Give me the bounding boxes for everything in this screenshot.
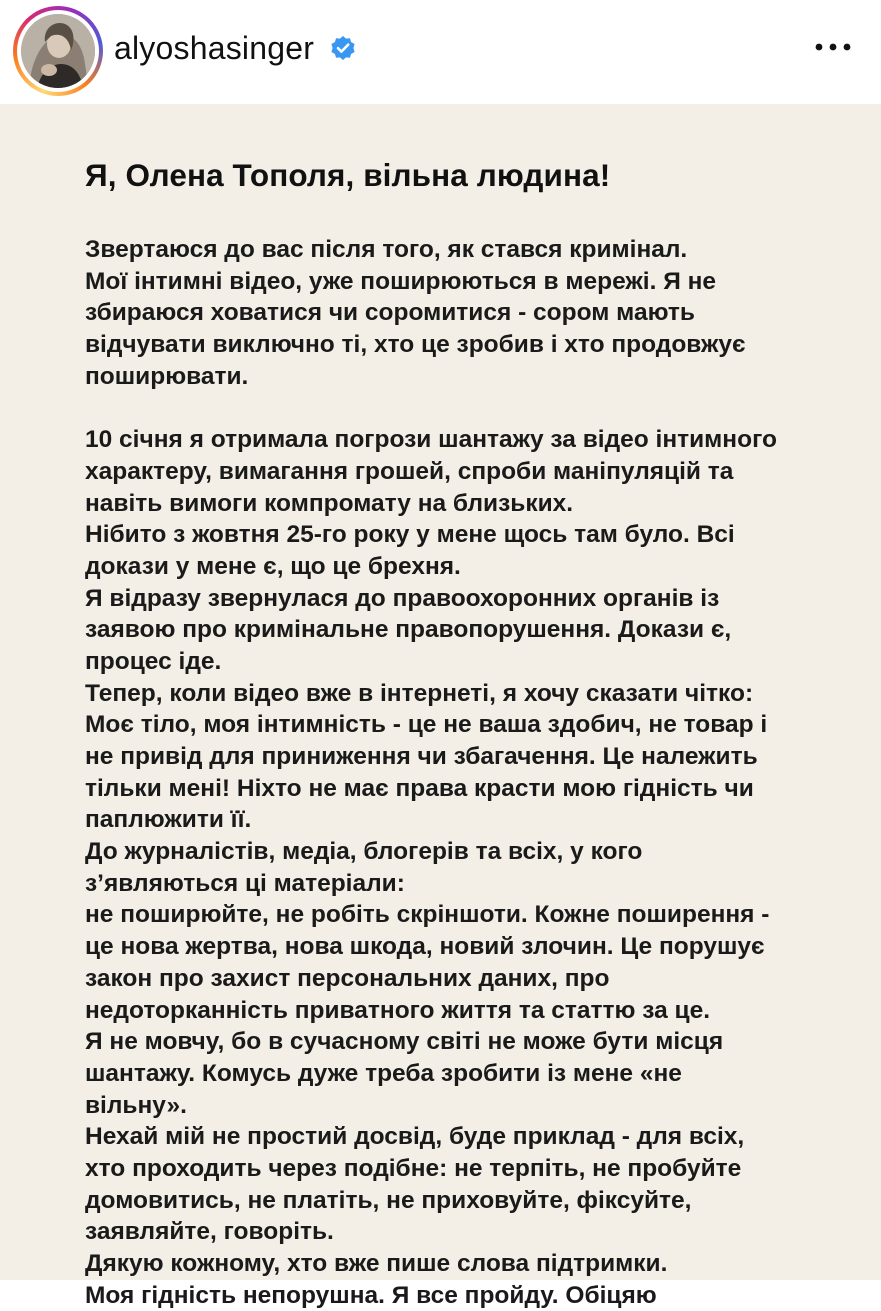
statement-line: паплюжити її.	[85, 806, 252, 834]
statement-line: Моє тіло, моя інтимність - це не ваша здобич, не товар і	[85, 711, 768, 739]
avatar[interactable]	[21, 14, 95, 88]
statement-body	[85, 234, 845, 1311]
statement-line: процес іде.	[85, 647, 222, 675]
statement-line: Я відразу звернулася до правоохоронних органів із	[85, 584, 720, 612]
statement-line: заявляйте, говоріть.	[85, 1218, 334, 1246]
statement-line: навіть вимоги компромату на близьких.	[85, 489, 574, 517]
statement-line: характеру, вимагання грошей, спроби маніпуляцій та	[85, 457, 734, 485]
statement-title: Я, Олена Тополя, вільна людина!	[85, 157, 611, 193]
statement-line: Нехай мій не простий досвід, буде приклад - для всіх,	[85, 1123, 745, 1151]
statement-line: не привід для приниження чи збагачення. Це належить	[85, 743, 758, 770]
statement-line: Звертаюся до вас після того, як стався кримінал.	[85, 236, 688, 263]
more-options-icon[interactable]	[813, 35, 853, 59]
statement-line: збираюся ховатися чи соромитися - сором мають	[85, 299, 695, 327]
statement-line: домовитись, не платіть, не приховуйте, фіксуйте,	[85, 1186, 692, 1214]
statement-line: Я не мовчу, бо в сучасному світі не може бути місця	[85, 1028, 724, 1056]
statement-line: докази у мене є, що це брехня.	[85, 552, 461, 580]
statement-line: заявою про кримінальне правопорушення. Докази є,	[85, 616, 732, 644]
statement-line: шантажу. Комусь дуже треба зробити із мене «не	[85, 1059, 682, 1087]
statement-line: вільну».	[85, 1091, 187, 1119]
paragraph-gap	[85, 392, 845, 424]
statement-line: відчувати виключно ті, хто це зробив і хто продовжує	[85, 331, 746, 359]
statement-line: з’являються ці матеріали:	[85, 869, 405, 897]
statement-line: недоторканність приватного життя та статтю за це.	[85, 996, 711, 1024]
statement-line: Тепер, коли відео вже в інтернеті, я хочу сказати чітко:	[85, 679, 754, 707]
statement-line: Мої інтимні відео, уже поширюються в мережі. Я не	[85, 267, 717, 295]
statement-line: хто проходить через подібне: не терпіть, не пробуйте	[85, 1154, 742, 1182]
statement-line: тільки мені! Ніхто не має права красти мою гідність чи	[85, 774, 754, 802]
post-header	[0, 0, 881, 104]
statement-line: це нова жертва, нова шкода, новий злочин. Це порушує	[85, 933, 765, 961]
statement-line: не поширюйте, не робіть скріншоти. Кожне поширення -	[85, 901, 770, 929]
statement-line: Моя гідність непорушна. Я все пройду. Обіцяю	[85, 1281, 657, 1309]
statement-line: Нібито з жовтня 25-го року у мене щось там було. Всі	[85, 521, 735, 549]
story-ring[interactable]	[13, 6, 103, 96]
verified-badge-icon	[330, 35, 356, 61]
statement-paragraph-1	[85, 234, 845, 392]
statement-line: 10 січня я отримала погрози шантажу за відео інтимного	[85, 426, 777, 454]
avatar-photo	[21, 14, 95, 88]
statement-paragraph-2	[85, 424, 845, 1311]
avatar-border	[17, 10, 99, 92]
statement-line: поширювати.	[85, 362, 249, 390]
username-link[interactable]: alyoshasinger	[114, 30, 315, 66]
statement-line: Дякую кожному, хто вже пише слова підтримки.	[85, 1250, 668, 1277]
statement-line: До журналістів, медіа, блогерів та всіх, у кого	[85, 838, 643, 866]
statement-line: закон про захист персональних даних, про	[85, 964, 610, 992]
post-image[interactable]	[0, 104, 881, 1309]
